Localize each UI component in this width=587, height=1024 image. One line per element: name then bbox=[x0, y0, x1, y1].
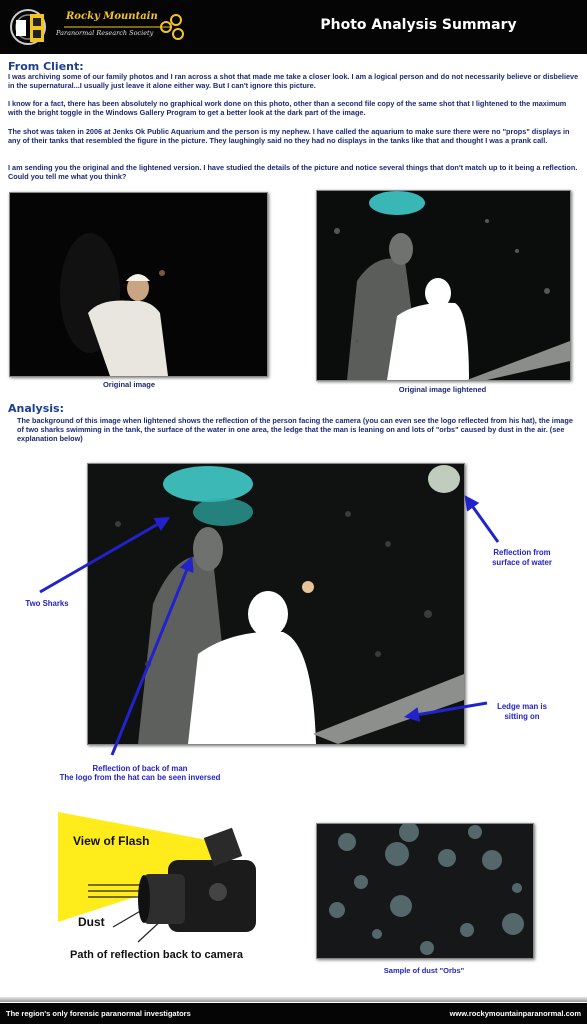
client-paragraph-4: I am sending you the original and the lightened version. I have studied the details of the picture and notice several things that don't match up to it being a reflection. Could you tell me what you think? bbox=[8, 163, 578, 182]
client-paragraph-2: I know for a fact, there has been absolutely no graphical work done on this photo, other than a second file copy of the same shot that I lightened to the maximum with the bright toggle in the Windows Gallery Program to get a better look at the dark part of the image. bbox=[8, 99, 567, 118]
back-of-man-label: Reflection of back of man bbox=[92, 764, 188, 773]
page-title: Photo Analysis Summary bbox=[320, 17, 517, 33]
water-arrow bbox=[468, 500, 498, 542]
original-caption: Original image bbox=[102, 380, 156, 389]
dust-orbs-image bbox=[316, 823, 534, 959]
client-paragraph-1: I was archiving some of our family photos and I ran across a shot that made me take a closer look. I am a logical person and do not necessarily believe or disbelieve in the supernatural...I usually just leave it alone either way. But I can't ignore this picture. bbox=[8, 72, 579, 91]
two-sharks-label: Two Sharks bbox=[25, 599, 69, 608]
hat-logo-label: The logo from the hat can be seen inversed bbox=[59, 773, 221, 782]
sharks-arrow bbox=[40, 520, 165, 592]
footer-tagline: The region's only forensic paranormal investigators bbox=[6, 1009, 191, 1018]
view-of-flash-label: View of Flash bbox=[73, 834, 150, 848]
back-of-man-arrow bbox=[112, 562, 190, 755]
footer-divider bbox=[0, 997, 587, 1002]
dust-caption: Sample of dust "Orbs" bbox=[383, 966, 465, 975]
ledge-arrow bbox=[410, 703, 487, 716]
client-paragraph-3: The shot was taken in 2006 at Jenks Ok Public Aquarium and the person is my nephew. I have called the aquarium to make sure there were no "props" displays in any of their tanks that resembled the figure in the picture. They laughingly said no they had no displays in the tanks like that and thought I was a prank call. bbox=[8, 127, 570, 146]
lightened-caption: Original image lightened bbox=[398, 385, 487, 394]
logo-subtitle: Paranormal Research Society bbox=[56, 29, 154, 37]
footer-url[interactable]: www.rockymountainparanormal.com bbox=[449, 1009, 581, 1018]
footer-bar bbox=[0, 1003, 587, 1024]
reflection-water-label: Reflection from surface of water bbox=[492, 548, 552, 567]
reflection-path-label: Path of reflection back to camera bbox=[70, 949, 243, 961]
ledge-label: Ledge man is sitting on bbox=[497, 702, 547, 721]
flash-diagram bbox=[58, 802, 263, 970]
analysis-heading: Analysis: bbox=[8, 402, 64, 415]
dust-label: Dust bbox=[78, 915, 105, 929]
logo-title: Rocky Mountain bbox=[66, 11, 158, 22]
analysis-text: The background of this image when lightened shows the reflection of the person facing the camera (you can even see the logo reflected from his hat), the image of two sharks swimming in the tank, the surface of the water in one area, the ledge that the man is leaning on and lots of "orbs" caused by dust in the air. (see explanation below) bbox=[17, 416, 573, 444]
client-heading: From Client: bbox=[8, 60, 84, 73]
